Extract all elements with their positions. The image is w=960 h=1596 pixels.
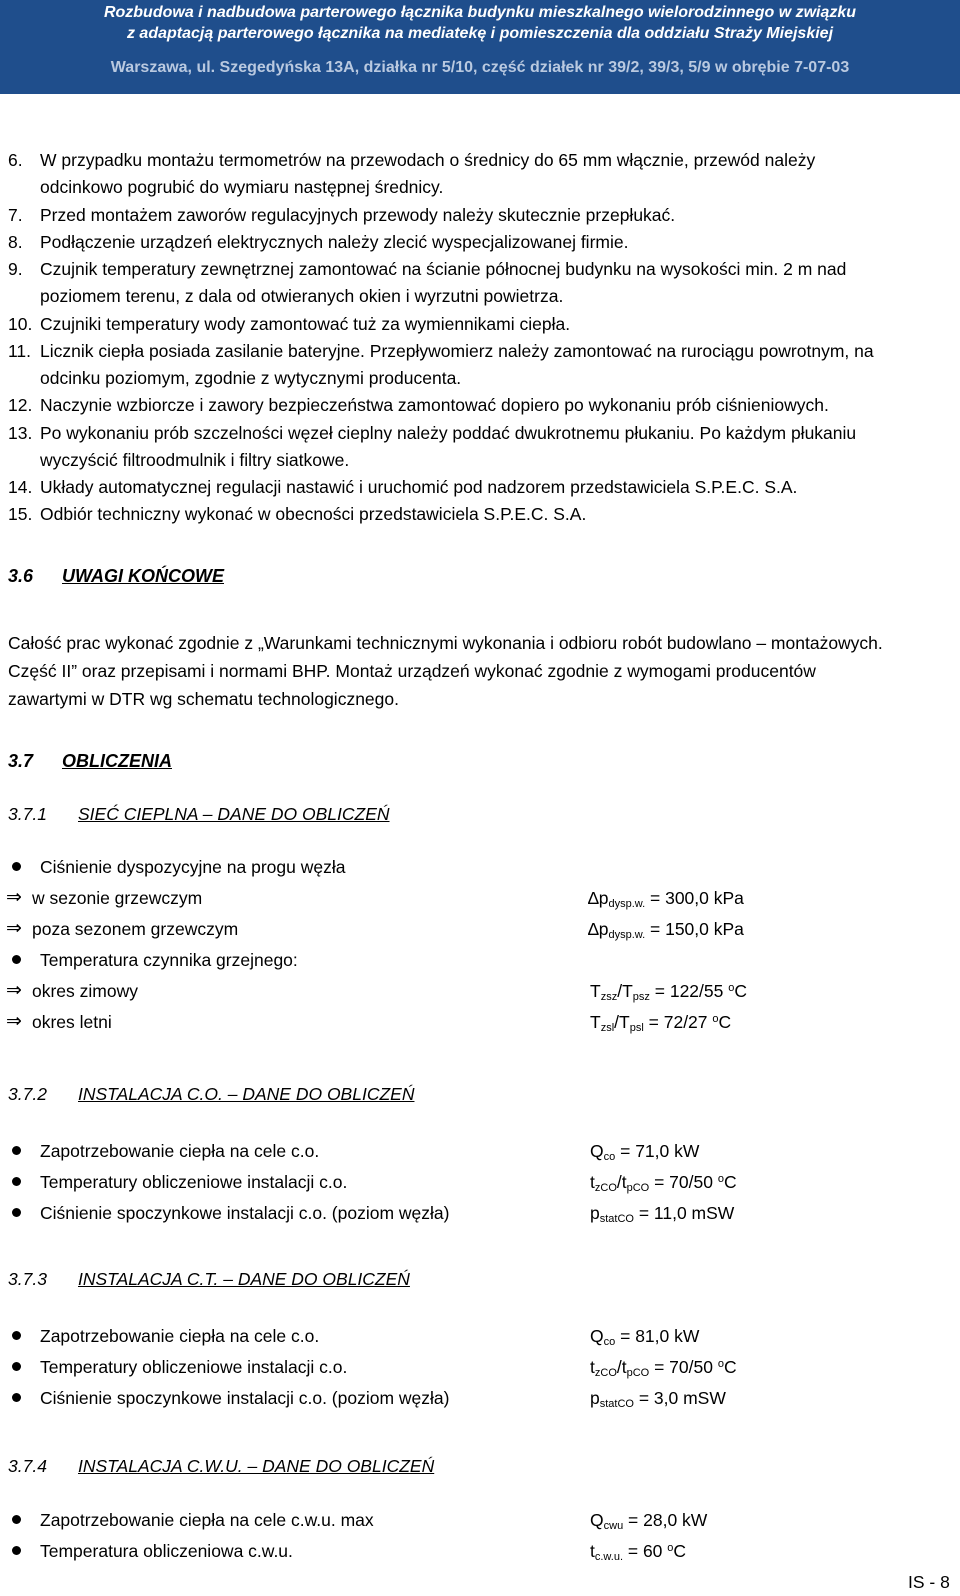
list-item-number: 8. <box>8 232 23 252</box>
list-item-number: 13. <box>8 423 33 443</box>
bullet-text: Temperatura obliczeniowa c.w.u. <box>40 1541 293 1561</box>
bullet-text: Temperatury obliczeniowe instalacji c.o. <box>40 1357 348 1377</box>
value: $p_{statCO} = 3,0$ mSW <box>590 1388 726 1410</box>
bullet-text: Ciśnienie dyspozycyjne na progu węzła <box>40 857 346 877</box>
subsection-number: 3.7.1 <box>8 804 47 824</box>
header-title-line1: Rozbudowa i nadbudowa parterowego łącznika budynku mieszkalnego wielorodzinnego w związku <box>103 4 857 21</box>
arrow-item-text: okres letni <box>32 1012 112 1032</box>
list-item-text: wyczyścić filtroodmulnik i filtry siatkowe. <box>40 450 350 470</box>
list-item-text: Układy automatycznej regulacji nastawić i uruchomić pod nadzorem przedstawiciela S.P.E.C. S.A. <box>40 477 798 497</box>
subsection-title: INSTALACJA C.T. – DANE DO OBLICZEŃ <box>78 1269 410 1289</box>
list-item-number: 7. <box>8 205 23 225</box>
list-item-text: poziomem terenu, z dala od otwieranych okien i wyrzutni powietrza. <box>40 286 564 306</box>
bullet-text: Temperatura czynnika grzejnego: <box>40 950 298 970</box>
bullet <box>12 1546 21 1555</box>
bullet <box>12 1177 21 1186</box>
bullet <box>12 1146 21 1155</box>
list-item-text: Odbiór techniczny wykonać w obecności przedstawiciela S.P.E.C. S.A. <box>40 504 587 524</box>
list-item-number: 14. <box>8 477 33 497</box>
list-item-text: Naczynie wzbiorcze i zawory bezpieczeństwa zamontować dopiero po wykonaniu prób ciśnieniowych. <box>40 395 829 415</box>
value: $\Delta p_{dysp.w.} = 150,0$ kPa <box>588 919 744 941</box>
paragraph-line: zawartymi w DTR wg schematu technologicznego. <box>8 689 399 709</box>
value: $Q_{co} = 81,0$ kW <box>590 1326 700 1348</box>
arrow-item-text: okres zimowy <box>32 981 138 1001</box>
bullet-text: Ciśnienie spoczynkowe instalacji c.o. (poziom węzła) <box>40 1203 450 1223</box>
arrow-item-text: w sezonie grzewczym <box>32 888 203 908</box>
arrow-right-icon: ⇒ <box>6 887 22 908</box>
list-item-number: 10. <box>8 314 33 334</box>
list-item-number: 12. <box>8 395 33 415</box>
list-item-text: odcinkowo pogrubić do wymiaru następnej średnicy. <box>40 177 444 197</box>
arrow-right-icon: ⇒ <box>6 1011 22 1032</box>
list-item-text: Podłączenie urządzeń elektrycznych należy zlecić wyspecjalizowanej firmie. <box>40 232 629 252</box>
value: $t_{zCO}/t_{pCO} = 70/50$ $^o$C <box>590 1172 737 1194</box>
list-item-text: Po wykonaniu prób szczelności węzeł cieplny należy poddać dwukrotnemu płukaniu. Po każdym płukaniu <box>40 423 857 443</box>
subsection-title: INSTALACJA C.W.U. – DANE DO OBLICZEŃ <box>78 1456 435 1476</box>
arrow-right-icon: ⇒ <box>6 918 22 939</box>
page-header <box>0 0 960 94</box>
list-item-number: 6. <box>8 150 23 170</box>
paragraph-line: Całość prac wykonać zgodnie z „Warunkami technicznymi wykonania i odbioru robót budowlano – montażowych. <box>8 633 883 653</box>
list-item-number: 11. <box>8 341 32 361</box>
section-title: UWAGI KOŃCOWE <box>62 566 224 586</box>
subsection-title: INSTALACJA C.O. – DANE DO OBLICZEŃ <box>78 1084 415 1104</box>
arrow-right-icon: ⇒ <box>6 980 22 1001</box>
section-title: OBLICZENIA <box>62 751 172 771</box>
bullet-text: Zapotrzebowanie ciepła na cele c.o. <box>40 1141 320 1161</box>
value: $Q_{co} = 71,0$ kW <box>590 1141 700 1163</box>
bullet-text: Ciśnienie spoczynkowe instalacji c.o. (poziom węzła) <box>40 1388 450 1408</box>
bullet <box>12 1208 21 1217</box>
bullet-text: Temperatury obliczeniowe instalacji c.o. <box>40 1172 348 1192</box>
bullet <box>12 1393 21 1402</box>
bullet <box>12 955 21 964</box>
bullet-text: Zapotrzebowanie ciepła na cele c.w.u. max <box>40 1510 374 1530</box>
subsection-number: 3.7.3 <box>8 1269 47 1289</box>
list-item-number: 15. <box>8 504 33 524</box>
list-item-text: Przed montażem zaworów regulacyjnych przewody należy skutecznie przepłukać. <box>40 205 676 225</box>
list-item-text: Czujnik temperatury zewnętrznej zamontować na ścianie północnej budynku na wysokości min. 2 m nad <box>40 259 847 279</box>
arrow-item-text: poza sezonem grzewczym <box>32 919 239 939</box>
value: $T_{zsz}/T_{psz} = 122/55$ $^o$C <box>590 981 747 1003</box>
list-item-text: Licznik ciepła posiada zasilanie bateryjne. Przepływomierz należy zamontować na rurociągu powrotnym, na <box>40 341 874 361</box>
list-item-number: 9. <box>8 259 23 279</box>
subsection-number: 3.7.2 <box>8 1084 47 1104</box>
subsection-number: 3.7.4 <box>8 1456 47 1476</box>
bullet-text: Zapotrzebowanie ciepła na cele c.o. <box>40 1326 320 1346</box>
value: $t_{c.w.u.} = 60$ $^o$C <box>590 1541 687 1563</box>
list-item-text: odcinku poziomym, zgodnie z wytycznymi producenta. <box>40 368 462 388</box>
header-title-line2: z adaptacją parterowego łącznika na mediatekę i pomieszczenia dla oddziału Straży Miejskiej <box>126 25 834 42</box>
list-item-text: Czujniki temperatury wody zamontować tuż za wymiennikami ciepła. <box>40 314 571 334</box>
value: $\Delta p_{dysp.w.} = 300,0$ kPa <box>588 888 744 910</box>
list-item-text: W przypadku montażu termometrów na przewodach o średnicy do 65 mm włącznie, przewód należy <box>40 150 816 170</box>
paragraph-line: Część II” oraz przepisami i normami BHP. Montaż urządzeń wykonać zgodnie z wymogami producentów <box>8 661 816 681</box>
bullet <box>12 1362 21 1371</box>
bullet <box>12 1331 21 1340</box>
value: $T_{zsl}/T_{psl} = 72/27$ $^o$C <box>590 1012 732 1034</box>
page-number: IS - 8 <box>908 1572 950 1592</box>
bullet <box>12 1515 21 1524</box>
header-address: Warszawa, ul. Szegedyńska 13A, działka nr 5/10, część działek nr 39/2, 39/3, 5/9 w obrębie 7-07-03 <box>110 59 850 76</box>
section-number: 3.7 <box>8 751 34 771</box>
value: $Q_{cwu} = 28,0$ kW <box>590 1510 708 1532</box>
subsection-title: SIEĆ CIEPLNA – DANE DO OBLICZEŃ <box>78 804 390 824</box>
value: $t_{zCO}/t_{pCO} = 70/50$ $^o$C <box>590 1357 737 1379</box>
value: $p_{statCO} = 11,0$ mSW <box>590 1203 735 1225</box>
bullet <box>12 862 21 871</box>
section-number: 3.6 <box>8 566 34 586</box>
